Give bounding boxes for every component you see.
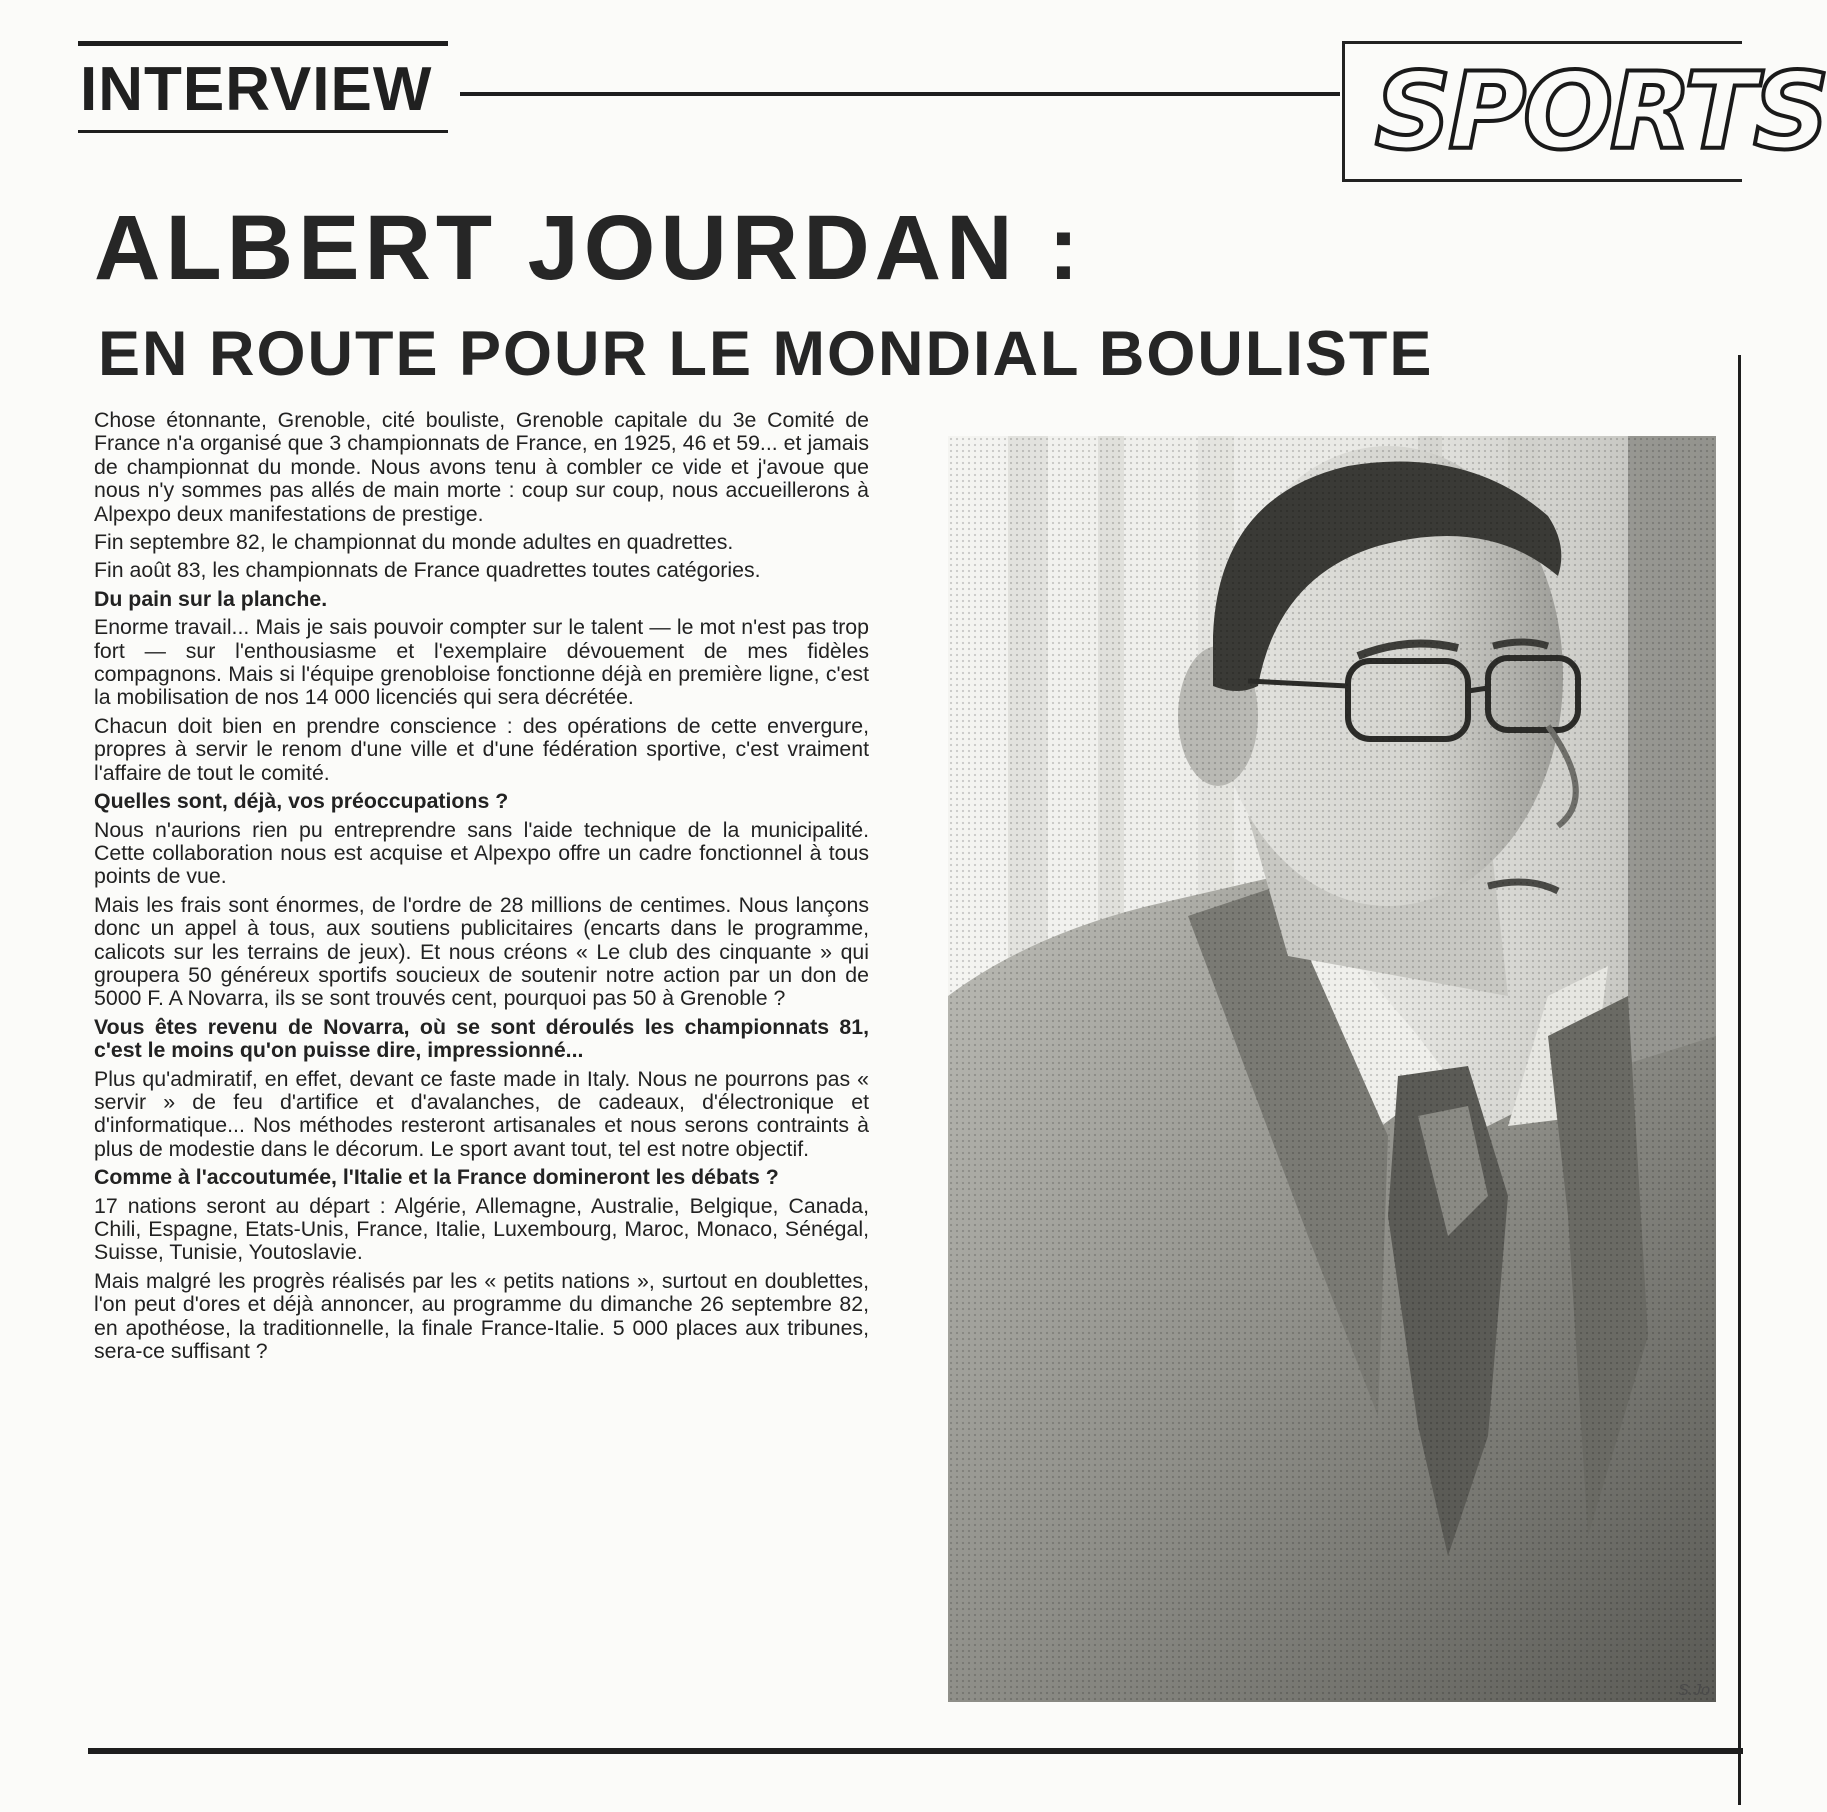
section-label: INTERVIEW	[80, 55, 433, 124]
header-line	[460, 92, 1340, 96]
section-label-underline	[78, 130, 448, 133]
subheadline: EN ROUTE POUR LE MONDIAL BOULISTE	[98, 319, 1434, 389]
interview-question: Comme à l'accoutumée, l'Italie et la France domineront les débats ?	[94, 1165, 779, 1190]
top-rule	[78, 41, 448, 46]
portrait-illustration	[948, 436, 1716, 1702]
article-paragraph: Plus qu'admiratif, en effet, devant ce faste made in Italy. Nous ne pourrons pas « servir » de feu d'artifice et d'avalanches, de cadeaux, d'électronique et d'informatique... Nos méthodes resteront artisanales et nous serons contraints à plus de modestie dans le décorum. Le sport avant tout, tel est notre objectif.	[94, 1066, 869, 1161]
headline: ALBERT JOURDAN :	[94, 197, 1084, 299]
sports-logo-box	[1342, 41, 1827, 182]
interview-question: Vous êtes revenu de Novarra, où se sont déroulés les championnats 81, c'est le moins qu'on puisse dire, impressionné...	[94, 1014, 869, 1063]
article-paragraph: Mais malgré les progrès réalisés par les « petits nations », surtout en doublettes, l'on peut d'ores et déjà annoncer, au programme du dimanche 26 septembre 82, en apothéose, la traditionnelle, la finale France-Italie. 5 000 places aux tribunes, sera-ce suffisant ?	[94, 1268, 869, 1364]
article-paragraph: Enorme travail... Mais je sais pouvoir compter sur le talent — le mot n'est pas trop fort — sur l'enthousiasme et l'exemplaire dévouement de mes fidèles compagnons. Mais si l'équipe grenobloise fonctionne déjà en première ligne, c'est la mobilisation de nos 14 000 licenciés qui sera décrétée.	[94, 615, 869, 710]
article-paragraph: Fin août 83, les championnats de France quadrettes toutes catégories.	[94, 558, 761, 583]
interview-question: Quelles sont, déjà, vos préoccupations ?	[94, 789, 509, 814]
interview-question: Du pain sur la planche.	[94, 586, 328, 611]
photo-credit: S.Jo	[1677, 1682, 1710, 1699]
article-paragraph: 17 nations seront au départ : Algérie, Allemagne, Australie, Belgique, Canada, Chili, Espagne, Etats-Unis, France, Italie, Luxembourg, Maroc, Monaco, Sénégal, Suisse, Tunisie, Youtoslavie.	[94, 1193, 869, 1265]
portrait-photo	[948, 436, 1716, 1702]
article-paragraph: Mais les frais sont énormes, de l'ordre de 28 millions de centimes. Nous lançons donc un appel à tous, aux soutiens publicitaires (encarts dans le programme, calicots sur les terrains de jeux). Et nous créons « Le club des cinquante » qui groupera 50 généreux sportifs soucieux de soutenir notre action par un don de 5000 F. A Novarra, ils se sont trouvés cent, pourquoi pas 50 à Grenoble ?	[94, 892, 869, 1011]
article-paragraph: Fin septembre 82, le championnat du monde adultes en quadrettes.	[94, 530, 734, 555]
article-paragraph: Nous n'aurions rien pu entreprendre sans l'aide technique de la municipalité. Cette collaboration nous est acquise et Alpexpo offre un cadre fonctionnel à tous points de vue.	[94, 817, 869, 889]
article-paragraph: Chacun doit bien en prendre conscience : des opérations de cette envergure, propres à servir le renom d'une ville et d'une fédération sportive, c'est vraiment l'affaire de tout le comité.	[94, 713, 869, 785]
sports-logo: SPORTS	[1375, 50, 1827, 173]
right-rule	[1738, 355, 1741, 1805]
article-paragraph: Chose étonnante, Grenoble, cité bouliste, Grenoble capitale du 3e Comité de France n'a organisé que 3 championnats de France, en 1925, 46 et 59... et jamais de championnat du monde. Nous avons tenu à combler ce vide et j'avoue que nous n'y sommes pas allés de main morte : coup sur coup, nous accueillerons à Alpexpo deux manifestations de prestige.	[94, 408, 869, 526]
article-body	[94, 409, 869, 1368]
bottom-rule	[88, 1748, 1743, 1754]
